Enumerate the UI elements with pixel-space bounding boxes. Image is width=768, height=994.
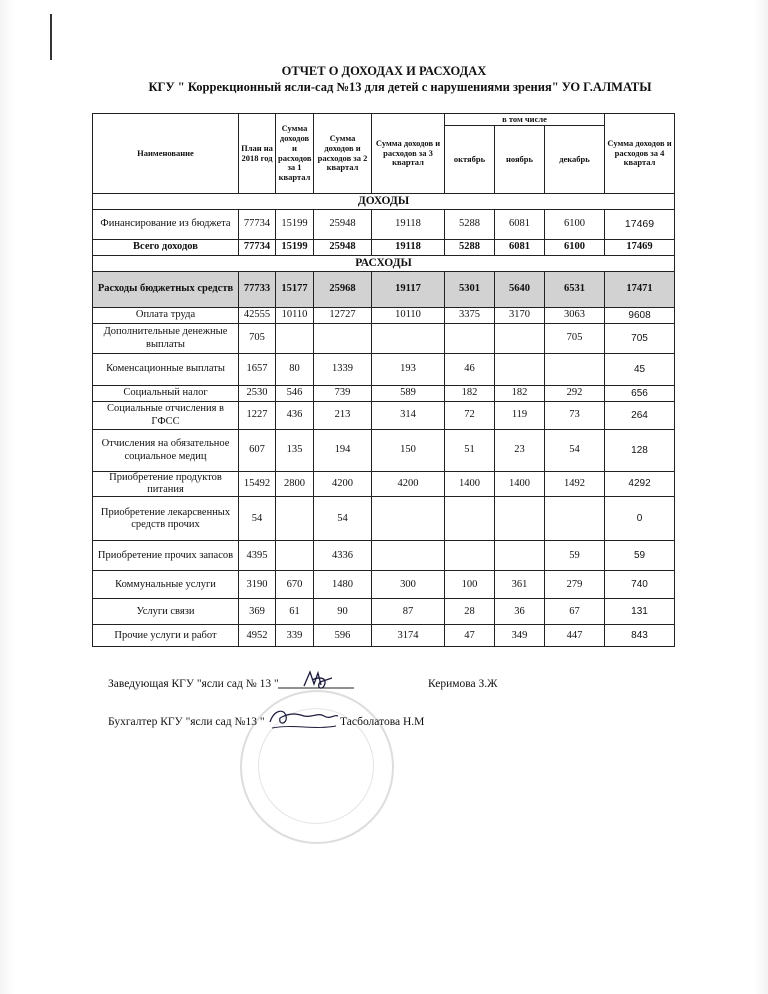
header-including: в том числе bbox=[445, 114, 605, 126]
report-table bbox=[92, 113, 675, 647]
head-name: Керимова З.Ж bbox=[428, 678, 498, 690]
header-oct: октябрь bbox=[445, 126, 495, 194]
table-row: Отчисления на обязательное социальное медиц 607 135 194 150 51 23 54 128 bbox=[93, 430, 675, 472]
table-row: Социальный налог 2530 546 739 589 182 182 292 656 bbox=[93, 386, 675, 402]
table-row: Приобретение прочих запасов 4395 4336 59 59 bbox=[93, 541, 675, 571]
table-row: Коменсационные выплаты 1657 80 1339 193 46 45 bbox=[93, 354, 675, 386]
table-row: Финансирование из бюджета 77734 15199 25948 19118 5288 6081 6100 17469 bbox=[93, 210, 675, 240]
header-nov: ноябрь bbox=[495, 126, 545, 194]
header-q2: Сумма доходов и расходов за 2 квартал bbox=[314, 114, 372, 194]
header-name: Наименование bbox=[93, 114, 239, 194]
report-title: ОТЧЕТ О ДОХОДАХ И РАСХОДАХ bbox=[281, 64, 487, 78]
section-expense: РАСХОДЫ bbox=[93, 256, 675, 272]
header-q4: Сумма доходов и расходов за 4 квартал bbox=[605, 114, 675, 194]
accountant-signature-icon bbox=[264, 704, 344, 734]
head-signature-icon bbox=[276, 668, 356, 694]
table-row: Коммунальные услуги 3190 670 1480 300 100 361 279 740 bbox=[93, 571, 675, 599]
head-label: Заведующая КГУ "ясли сад № 13 " bbox=[108, 678, 279, 690]
header-dec: декабрь bbox=[545, 126, 605, 194]
header-q1: Сумма доходов и расходов за 1 квартал bbox=[276, 114, 314, 194]
report-subtitle: КГУ " Коррекционный ясли-сад №13 для детей с нарушениями зрения" УО Г.АЛМАТЫ bbox=[148, 80, 652, 94]
table-row: Приобретение продуктов питания 15492 2800 4200 4200 1400 1400 1492 4292 bbox=[93, 472, 675, 497]
table-row: Услуги связи 369 61 90 87 28 36 67 131 bbox=[93, 599, 675, 625]
section-income: ДОХОДЫ bbox=[93, 194, 675, 210]
header-q3: Сумма доходов и расходов за 3 квартал bbox=[372, 114, 445, 194]
header-plan: План на 2018 год bbox=[239, 114, 276, 194]
table-row: Оплата труда 42555 10110 12727 10110 3375 3170 3063 9608 bbox=[93, 308, 675, 324]
table-row-total-expense: Расходы бюджетных средств 77733 15177 25968 19117 5301 5640 6531 17471 bbox=[93, 272, 675, 308]
head-signature-line bbox=[108, 678, 498, 690]
accountant-signature-line bbox=[108, 716, 425, 728]
table-row: Дополнительные денежные выплаты 705 705 705 bbox=[93, 324, 675, 354]
accountant-label: Бухгалтер КГУ "ясли сад №13 " bbox=[108, 716, 265, 728]
table-row: Прочие услуги и работ 4952 339 596 3174 47 349 447 843 bbox=[93, 625, 675, 647]
scan-edge-mark bbox=[50, 14, 52, 60]
accountant-name: Тасболатова Н.М bbox=[340, 716, 425, 728]
table-row-total-income: Всего доходов 77734 15199 25948 19118 5288 6081 6100 17469 bbox=[93, 240, 675, 256]
table-row: Приобретение лекарсвенных средств прочих 54 54 0 bbox=[93, 497, 675, 541]
table-row: Социальные отчисления в ГФСС 1227 436 213 314 72 119 73 264 bbox=[93, 402, 675, 430]
